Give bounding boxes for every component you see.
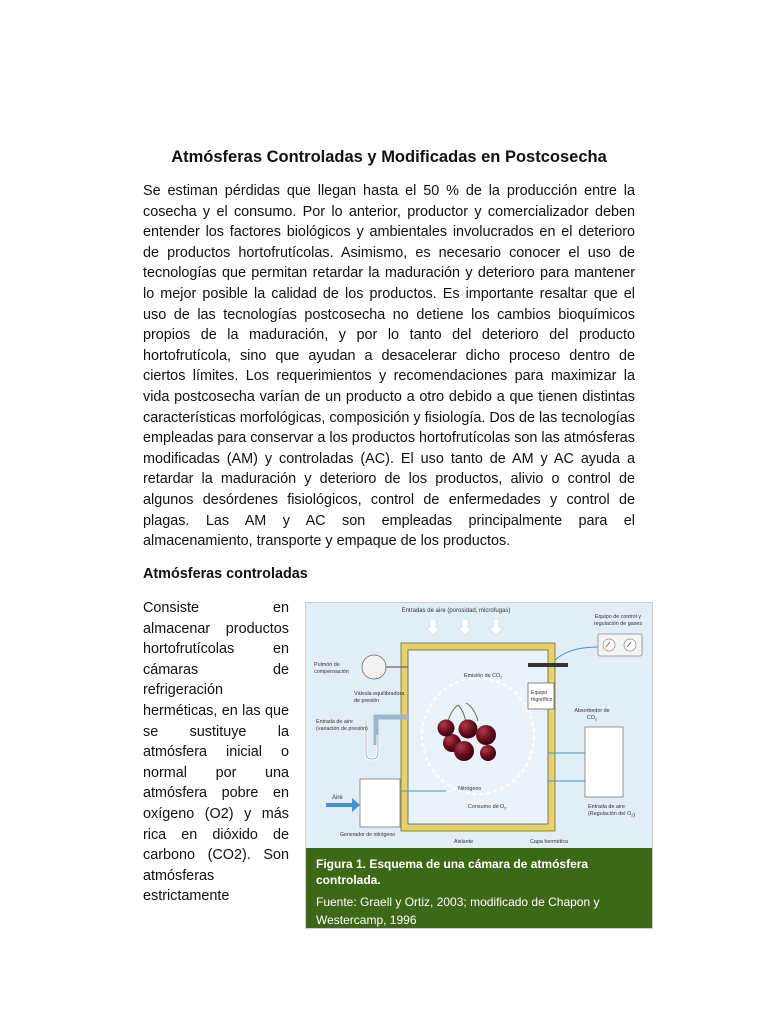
pressure-valve-label-1: Válvula equilibradora (354, 691, 405, 697)
page-title: Atmósferas Controladas y Modificadas en Postcosecha (171, 148, 607, 166)
intro-paragraph: Se estiman pérdidas que llegan hasta el 50 % de la producción entre la cosecha y el consumo. Por lo anterior, productor y comercializador deben entender los factores biológicos y ambientales involucrados en el deterioro de productos hortofrutícolas. Asimismo, es necesario conocer el uso de tecnologías que permitan retardar la maduración y deterioro para mantener lo mejor posible la calidad de los productos. Es importante resaltar que el uso de las tecnologías postcosecha no detiene los cambios bioquímicos propios de la maduración, y por lo tanto del deterioro del producto hortofrutícola, sino que ayudan a desacelerar dicho proceso dentro de ciertos límites. Los requerimientos y recomendaciones para maximizar la vida postcosecha varían de un producto a otro debido a que tienen distintas características morfológicas, composición y fisiología. Dos de las tecnologías empleadas para conservar a los productos hortofrutícolas son las atmósferas modificadas (AM) y controladas (AC). El uso tanto de AM y AC ayuda a retardar la maduración y deterioro de los productos, alivio o control de algunos desórdenes fisiológicos, control de enfermedades y control de plagas. Las AM y AC son empleadas principalmente para el almacenamiento, transporte y empaque de los productos. (143, 183, 635, 550)
co2-absorber-icon (585, 727, 623, 797)
refrigeration-label-1: Equipo (531, 690, 548, 696)
air-inlet-o2-label-2: (Regulación del $O_2$) (588, 811, 636, 819)
gas-control-equipment (598, 634, 642, 656)
section-heading: Atmósferas controladas (143, 566, 308, 582)
compensation-lung-icon (362, 655, 386, 679)
figure-caption-title: Figura 1. Esquema de una cámara de atmósfera controlada. (316, 857, 589, 887)
controlled-atmosphere-figure (305, 602, 653, 929)
co2-absorber-label-1: Absorbedor de (574, 708, 610, 714)
control-equipment-label-2: regulación de gases (593, 621, 643, 627)
figure-caption-source: Fuente: Graell y Ortiz, 2003; modificado de Chapon y Westercamp, 1996 (316, 895, 600, 927)
air-inlet-pressure-label-2: (variación de presión) (316, 726, 368, 732)
refrigeration-equipment (528, 683, 554, 709)
air-inlet-o2-label-1: Entrada de aire (588, 804, 625, 810)
hermetic-layer-label: Capa hermética (530, 839, 569, 845)
nitrogen-label: Nitrógeno (458, 786, 482, 792)
co2-absorber-label-2: $CO_2$ (586, 715, 598, 722)
pressure-valve-label-2: de presión (354, 698, 380, 704)
co2-emission-label: Emisión de $CO_2$ (464, 673, 503, 680)
air-inlets-label: Entradas de aire (porosidad, microfugas) (401, 608, 511, 614)
compensation-lung-label-1: Pulmón de (314, 662, 340, 668)
air-inlet-pressure-label-1: Entrada de aire (316, 719, 353, 725)
insulation-label: Aislante (454, 839, 474, 845)
nitrogen-generator-label: Generador de nitrógeno (340, 832, 396, 838)
control-equipment-label-1: Equipo de control y (594, 614, 642, 620)
nitrogen-generator-icon (360, 779, 400, 827)
compensation-lung-label-2: compensación (314, 669, 349, 675)
refrigeration-label-2: frigorífico (531, 697, 553, 703)
air-label: Aire (332, 795, 343, 801)
o2-consumption-label: Consumo de $O_2$ (468, 804, 507, 811)
chamber-diagram (306, 603, 652, 848)
section-paragraph: Consiste en almacenar productos hortofrutícolas en cámaras de refrigeración herméticas, en las que se sustituye la atmósfera inicial o normal por una atmósfera pobre en oxígeno (O2) y más rica en dióxido de carbono (CO2). Son atmósferas estrictamente (143, 600, 289, 905)
figure-caption (306, 848, 653, 929)
refrigeration-pipe (528, 663, 568, 667)
